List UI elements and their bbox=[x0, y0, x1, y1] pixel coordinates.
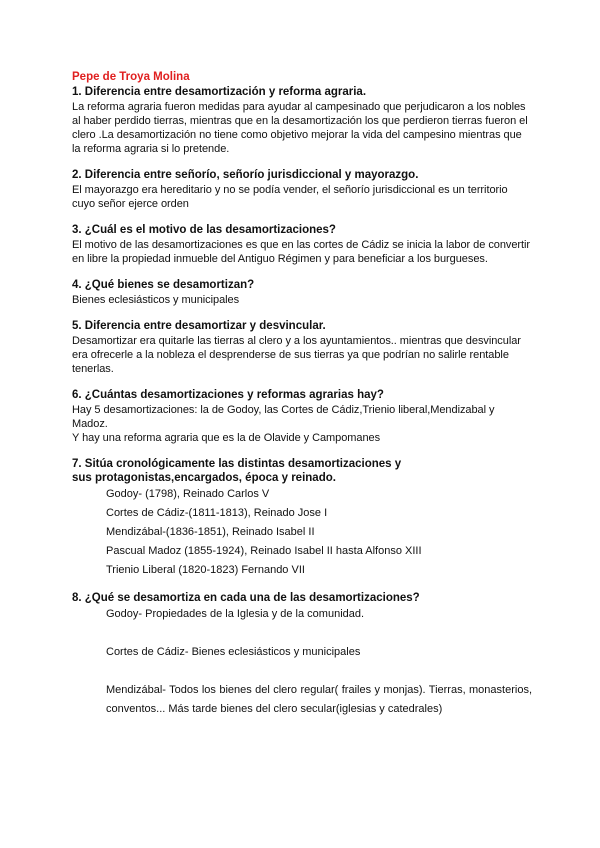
list-item: Pascual Madoz (1855-1924), Reinado Isabel II hasta Alfonso XIII bbox=[106, 545, 422, 557]
author-name: Pepe de Troya Molina bbox=[72, 71, 190, 83]
question-3-title: 3. ¿Cuál es el motivo de las desamortizaciones? bbox=[72, 224, 336, 236]
question-6-title: 6. ¿Cuántas desamortizaciones y reformas agrarias hay? bbox=[72, 389, 384, 401]
list-item: Cortes de Cádiz- Bienes eclesiásticos y municipales bbox=[106, 646, 361, 658]
question-6-answer: Hay 5 desamortizaciones: la de Godoy, las Cortes de Cádiz,Trienio liberal,Mendizabal y Madoz. bbox=[72, 404, 495, 430]
list-item: Godoy- (1798), Reinado Carlos V bbox=[106, 488, 270, 500]
list-item: Cortes de Cádiz-(1811-1813), Reinado Jose I bbox=[106, 507, 328, 519]
question-2-title: 2. Diferencia entre señorío, señorío jurisdiccional y mayorazgo. bbox=[72, 169, 419, 181]
question-4-answer: Bienes eclesiásticos y municipales bbox=[72, 294, 240, 306]
question-5-answer: Desamortizar era quitarle las tierras al clero y a los ayuntamientos.. mientras que desvincular era ofrecerle a la nobleza el desprenderse de sus tierras ya que podrían no salirle rentable tenerlas. bbox=[72, 335, 521, 375]
list-item: Mendizábal-(1836-1851), Reinado Isabel II bbox=[106, 526, 315, 538]
list-item: Trienio Liberal (1820-1823) Fernando VII bbox=[106, 564, 305, 576]
question-6-answer-2: Y hay una reforma agraria que es la de Olavide y Campomanes bbox=[72, 432, 381, 444]
question-8-title: 8. ¿Qué se desamortiza en cada una de las desamortizaciones? bbox=[72, 592, 420, 604]
list-item: Mendizábal- Todos los bienes del clero regular( frailes y monjas). Tierras, monasterios, conventos... Más tarde bienes del clero secular(iglesias y catedrales) bbox=[106, 684, 532, 715]
question-3-answer: El motivo de las desamortizaciones es que en las cortes de Cádiz se inicia la labor de convertir en libre la propiedad inmueble del Antiguo Régimen y para beneficiar a los burgueses. bbox=[72, 239, 531, 265]
question-1-answer: La reforma agraria fueron medidas para ayudar al campesinado que perjudicaron a los nobles al haber perdido tierras, mientras que en la desamortización los que perdieron tierras fueron el clero .La desamortización no tiene como objetivo mejorar la vida del campesino mientras que la reforma agraria si lo pretende. bbox=[72, 101, 528, 155]
document-page bbox=[72, 70, 532, 719]
question-7-title: 7. Sitúa cronológicamente las distintas desamortizaciones y sus protagonistas,encargados, época y reinado. bbox=[72, 458, 402, 484]
question-4-title: 4. ¿Qué bienes se desamortizan? bbox=[72, 279, 255, 291]
question-1-title: 1. Diferencia entre desamortización y reforma agraria. bbox=[72, 86, 367, 98]
question-5-title: 5. Diferencia entre desamortizar y desvincular. bbox=[72, 320, 326, 332]
list-item: Godoy- Propiedades de la Iglesia y de la comunidad. bbox=[106, 608, 365, 620]
question-2-answer: El mayorazgo era hereditario y no se podía vender, el señorío jurisdiccional es un territorio cuyo señor ejerce orden bbox=[72, 184, 508, 210]
question-7-list bbox=[72, 485, 532, 580]
